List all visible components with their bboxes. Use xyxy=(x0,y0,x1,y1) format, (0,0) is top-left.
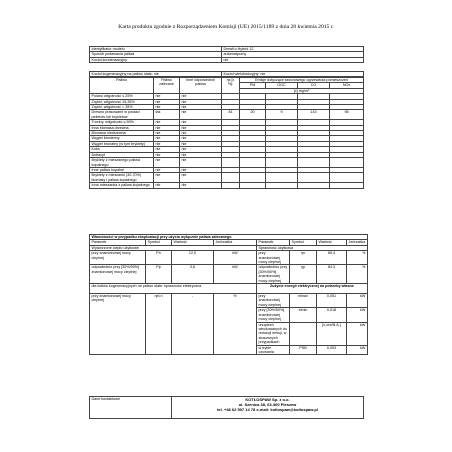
header-unit: [x] mg/m³ xyxy=(240,88,364,93)
aux-symbol-0: elmax xyxy=(290,294,317,308)
fuel-other: nie xyxy=(180,110,222,120)
fuel-preferred: nie xyxy=(154,125,180,130)
aux-value-1: 0,018 xyxy=(317,308,347,322)
chp-param: przy znamionowej mocy cieplnej xyxy=(90,294,146,355)
fuel-co xyxy=(298,158,330,168)
fuel-row xyxy=(90,183,364,188)
stamp-company: KOTŁOSPAW Sp. z o.o. xyxy=(245,397,290,402)
aux-symbol-3: PSB xyxy=(290,345,317,355)
multifuel-label: Kocioł wielofunkcyjny: nie xyxy=(222,72,364,77)
fuel-other: nie xyxy=(180,131,222,136)
fuel-name: Biomasa niedrzewna xyxy=(90,131,154,136)
chp-value: - xyxy=(172,294,214,355)
fuel-preferred: nie xyxy=(154,99,180,104)
fuel-eta xyxy=(222,173,240,183)
fuel-co: 143 xyxy=(298,110,330,120)
fuel-other: nie xyxy=(180,152,222,157)
fuel-nox: 98 xyxy=(330,110,364,120)
condensing-value: nie xyxy=(222,57,364,62)
fuel-name: Inna mieszanka z paliwa kopalnego xyxy=(90,183,154,188)
fuel-other: nie xyxy=(180,94,222,99)
stamp-phone: tel. +48 62 597 14 78 e-mail: kotlospaw@kotlospaw.pl xyxy=(217,407,318,412)
prop-symbol: Pn xyxy=(146,251,172,265)
header-preferred: Paliwo zalecane xyxy=(154,78,180,94)
props-h-value: Wartość xyxy=(172,240,214,245)
fuel-preferred: nie xyxy=(154,136,180,141)
fuel-name: Inna biomasa drzewna xyxy=(90,125,154,130)
props-h-symbol: Symbol xyxy=(146,240,172,245)
fuel-nox xyxy=(330,173,364,183)
fuel-eta xyxy=(222,158,240,168)
fuel-other: nie xyxy=(180,183,222,188)
props-h-unit-right: Jednostka xyxy=(347,240,368,245)
fuel-preferred: nie xyxy=(154,94,180,99)
aux-param-2: urządzeń wbudowanych do redukcji emisji, w stosownych przypadkach xyxy=(257,322,290,345)
fuel-name: Brykiety z mieszanki (30-70%) biomasy i paliwa kopalnego xyxy=(90,173,154,183)
fuel-preferred: nie xyxy=(154,141,180,146)
prop-symbol: Pp xyxy=(146,265,172,284)
feed-label: Sposób podawania paliwa xyxy=(90,52,222,57)
aux-unit-3: kW xyxy=(347,345,368,355)
feed-value: automatyczny xyxy=(222,52,364,57)
fuel-pm: 20 xyxy=(240,110,266,120)
condensing-label: Kocioł kondensacyjny xyxy=(90,57,222,62)
fuel-ogc xyxy=(266,158,298,168)
fuel-other: nie xyxy=(180,158,222,168)
props-row xyxy=(90,265,368,284)
fuel-other: nie xyxy=(180,125,222,130)
header-eta: ηs [x %]: xyxy=(222,78,240,94)
prop-param-right: przy znamionowej mocy cieplnej xyxy=(257,251,290,265)
props-h-param: Parametr xyxy=(90,240,146,245)
fuel-preferred: nie xyxy=(154,158,180,168)
header-pm: PM xyxy=(240,83,266,88)
fuel-preferred: nie xyxy=(154,152,180,157)
header-other: Inne odpowiednie paliwa xyxy=(180,78,222,94)
prop-symbol-right: ηn xyxy=(290,251,317,265)
fuel-preferred: nie xyxy=(154,120,180,125)
prop-value: 12,5 xyxy=(172,251,214,265)
header-emissions: Emisje dotyczące sezonowego ogrzewania pomieszczeń xyxy=(240,78,364,83)
fuel-name: Inne paliwo kopalne xyxy=(90,167,154,172)
fuel-preferred: nie xyxy=(154,167,180,172)
aux-param-0: przy znamionowej mocy cieplnej xyxy=(257,294,290,308)
fuel-other: nie xyxy=(180,99,222,104)
prop-param: przy znamionowej mocy cieplnej xyxy=(90,251,146,265)
aux-unit-2: kW xyxy=(347,322,368,345)
aux-symbol-2 xyxy=(290,322,317,345)
contact-stamp xyxy=(172,397,364,419)
prop-value-right: 85,4 xyxy=(317,251,347,265)
model-value: DrewKo Hybrid 12 xyxy=(222,47,364,52)
cogen-value: nie xyxy=(153,72,159,76)
fuel-other: nie xyxy=(180,173,222,183)
fuel-row xyxy=(90,158,364,168)
cogen-label: Kocioł kogeneracyjny na paliwo stałe: xyxy=(91,72,153,76)
fuel-name: Zrębki, wilgotność > 35% xyxy=(90,105,154,110)
prop-value: 3,6 xyxy=(172,265,214,284)
fuel-name: Brykiety z mieszanego paliwa kopalnego xyxy=(90,158,154,168)
fuel-eta: 81 xyxy=(222,110,240,120)
fuel-name: Polano wilgotność ≤ 25% xyxy=(90,94,154,99)
prop-value-right: 84,3 xyxy=(317,265,347,284)
fuel-name: Drewno prasowane w postaci pelletów lub brykietów xyxy=(90,110,154,120)
fuel-row xyxy=(90,110,364,120)
prop-unit-right: % xyxy=(347,251,368,265)
header-nox: NOx xyxy=(330,83,364,88)
fuel-other: nie xyxy=(180,105,222,110)
prop-unit: kW xyxy=(214,265,257,284)
fuel-nox xyxy=(330,183,364,188)
aux-title: Zużycie energii elektrycznej na potrzeby własne xyxy=(257,284,368,294)
aux-symbol-1: elmin xyxy=(290,308,317,322)
fuel-nox xyxy=(330,158,364,168)
info-table xyxy=(89,46,364,63)
aux-unit-0: kW xyxy=(347,294,368,308)
fuel-other: nie xyxy=(180,136,222,141)
stamp-address: ul. Szenica 38, 63-300 Pleszew xyxy=(238,402,297,407)
right-group-label: Sprawność użytkowa xyxy=(257,245,368,250)
fuel-name: Węgiel brunatny (w tym brykiety) xyxy=(90,141,154,146)
props-h-value-right: Wartość xyxy=(317,240,347,245)
fuel-pm xyxy=(240,183,266,188)
chp-unit: % xyxy=(214,294,257,355)
props-row xyxy=(90,251,368,265)
aux-value-0: 0,051 xyxy=(317,294,347,308)
fuel-co xyxy=(298,173,330,183)
fuel-co xyxy=(298,183,330,188)
fuel-name: Zrębki, wilgotność 15-35% xyxy=(90,99,154,104)
props-table xyxy=(89,234,368,355)
fuel-preferred: nie xyxy=(154,131,180,136)
fuel-preferred: nie xyxy=(154,173,180,183)
aux-param-3: w trybie czuwania xyxy=(257,345,290,355)
aux-param-1: przy [30%/50%] znamionowej mocy cieplnej xyxy=(257,308,290,322)
header-fuel: Paliwo xyxy=(90,78,154,94)
fuel-name: Trociny, wilgotność ≤ 50% xyxy=(90,120,154,125)
aux-value-3: 0,003 xyxy=(317,345,347,355)
contact-label: Dane kontaktowe xyxy=(90,397,172,419)
fuel-other: nie xyxy=(180,120,222,125)
fuel-other: nie xyxy=(180,147,222,152)
header-ogc: OGC xyxy=(266,83,298,88)
fuel-name: Węgiel kamienny xyxy=(90,136,154,141)
aux-unit-1: kW xyxy=(347,308,368,322)
fuel-ogc xyxy=(266,173,298,183)
fuel-row xyxy=(90,173,364,183)
fuel-ogc xyxy=(266,183,298,188)
props-h-param-right: Parametr xyxy=(257,240,290,245)
model-label: Identyfikator modelu xyxy=(90,47,222,52)
fuel-preferred: tak xyxy=(154,110,180,120)
fuel-pm xyxy=(240,158,266,168)
props-h-unit: Jednostka xyxy=(214,240,257,245)
fuel-preferred: nie xyxy=(154,147,180,152)
aux-value-2: [x,xxx/N.A.] xyxy=(317,322,347,345)
fuel-eta xyxy=(222,183,240,188)
fuel-ogc: 9 xyxy=(266,110,298,120)
fuel-name: Koks xyxy=(90,147,154,152)
prop-unit-right: % xyxy=(347,265,368,284)
contact-table xyxy=(89,396,364,419)
chp-label: dla kotłów kogeneracyjnych na paliwo stałe: sprawność elektryczna xyxy=(90,284,257,294)
document-title: Karta produktu zgodnie z Rozporządzeniem Komisji (UE) 2015/1189 z dnia 28 kwietnia 2015 r. xyxy=(118,24,334,30)
fuel-preferred: nie xyxy=(154,183,180,188)
props-section-title: Właściwości w przypadku eksploatacji przy użyciu wyłącznie paliwa zalecanego xyxy=(90,235,368,240)
prop-unit: kW xyxy=(214,251,257,265)
chp-symbol: ηel,n xyxy=(146,294,172,355)
header-co: CO xyxy=(298,83,330,88)
fuel-other: nie xyxy=(180,167,222,172)
fuel-name: Antracyt xyxy=(90,152,154,157)
fuel-table xyxy=(89,77,364,189)
prop-param-right: odpowiednio przy [30%/50%] znamionowej mocy cieplnej xyxy=(257,265,290,284)
props-h-symbol-right: Symbol xyxy=(290,240,317,245)
fuel-preferred: nie xyxy=(154,105,180,110)
left-group-label: Wytworzone ciepło użytkowe xyxy=(90,245,257,250)
fuel-other: nie xyxy=(180,141,222,146)
prop-symbol-right: ηp xyxy=(290,265,317,284)
fuel-pm xyxy=(240,173,266,183)
prop-param: odpowiednio przy [30%/50%] znamionowej mocy cieplnej xyxy=(90,265,146,284)
